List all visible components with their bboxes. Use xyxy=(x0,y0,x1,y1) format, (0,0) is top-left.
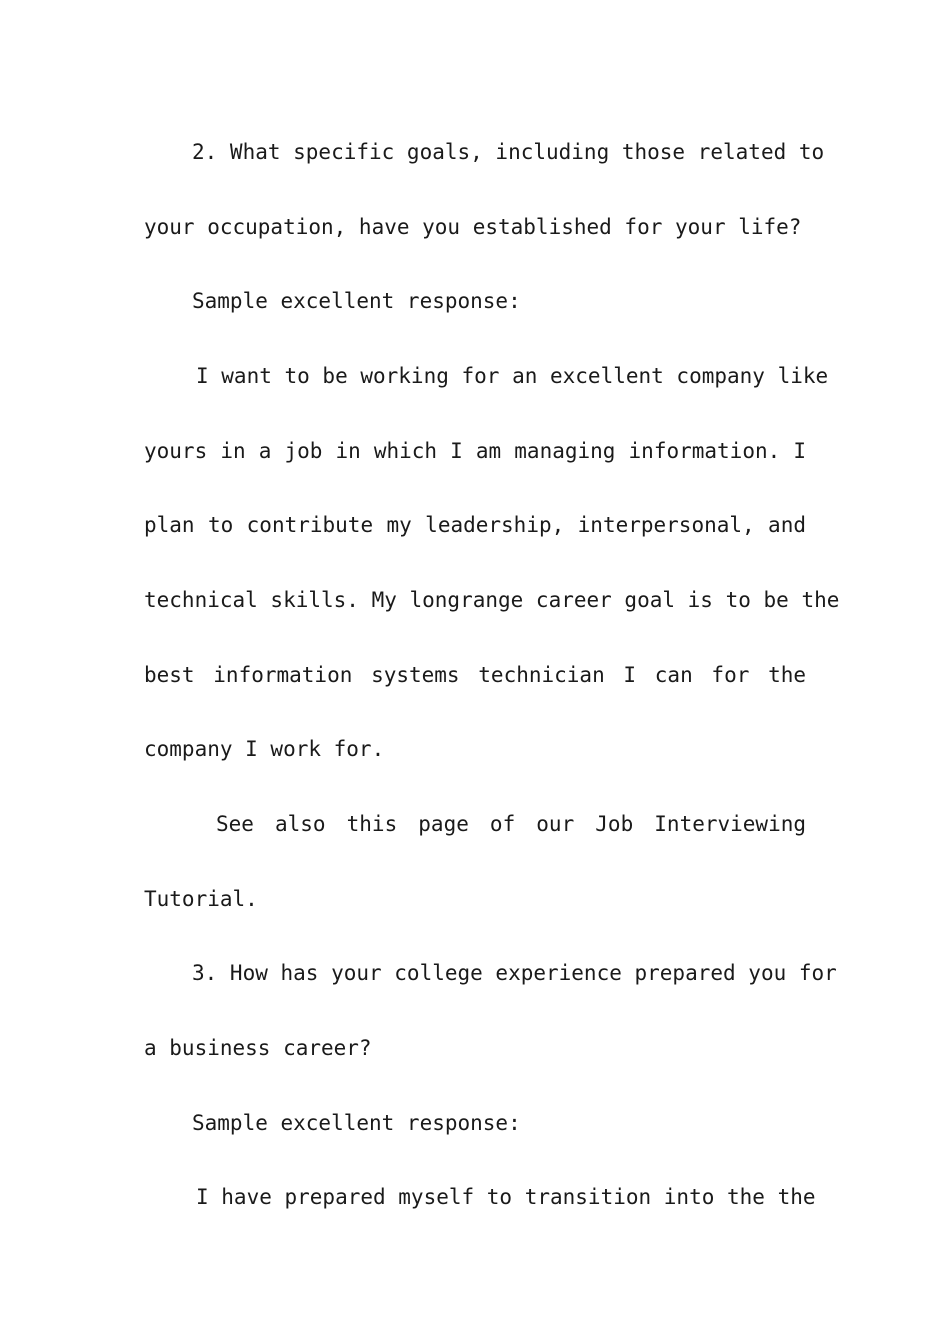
response-2-line-1: I have prepared myself to transition into the the xyxy=(196,1185,816,1209)
see-also-line-2: Tutorial. xyxy=(144,887,258,911)
response-1-line-2: yours in a job in which I am managing information. I xyxy=(144,439,806,463)
question-2-line-2: your occupation, have you established for your life? xyxy=(144,215,802,239)
question-2-line-1: 2. What specific goals, including those related to xyxy=(192,140,825,164)
question-3-line-2: a business career? xyxy=(144,1036,372,1060)
response-1-line-1: I want to be working for an excellent company like xyxy=(196,364,829,388)
question-3-line-1: 3. How has your college experience prepared you for xyxy=(192,961,837,985)
response-1-line-4: technical skills. My longrange career goal is to be the xyxy=(144,588,840,612)
sample-response-heading-1: Sample excellent response: xyxy=(192,289,521,313)
response-1-line-5: best information systems technician I can for the xyxy=(144,663,806,687)
see-also-line-1: See also this page of our Job Interviewing xyxy=(216,812,806,836)
response-1-line-3: plan to contribute my leadership, interpersonal, and xyxy=(144,513,806,537)
sample-response-heading-2: Sample excellent response: xyxy=(192,1111,521,1135)
response-1-line-6: company I work for. xyxy=(144,737,385,761)
